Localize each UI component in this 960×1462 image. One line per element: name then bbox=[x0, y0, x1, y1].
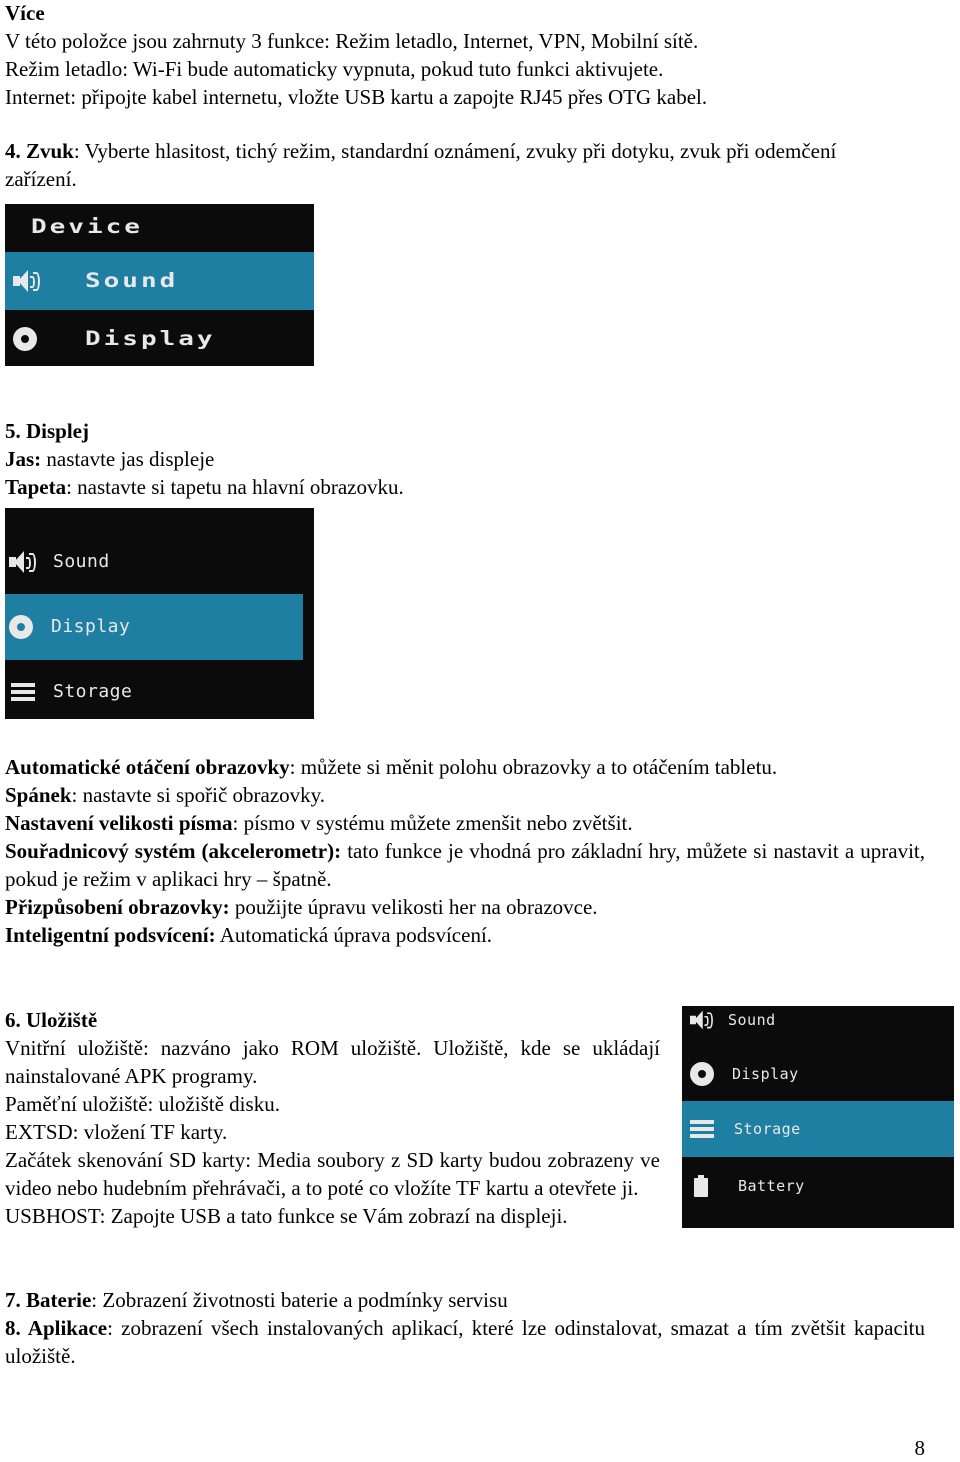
heading-more: Více bbox=[5, 1, 45, 25]
section-display bbox=[5, 417, 925, 501]
menu-item-display[interactable] bbox=[5, 312, 314, 366]
menu-header bbox=[5, 204, 314, 250]
device-menu-screenshot-1 bbox=[5, 204, 314, 366]
section-more bbox=[5, 0, 925, 111]
menu-item-label: Sound bbox=[728, 1011, 776, 1029]
wallpaper-text: : nastavte si tapetu na hlavní obrazovku. bbox=[66, 475, 404, 499]
more-line-2: Režim letadlo: Wi-Fi bude automaticky vypnuta, pokud tuto funkci aktivujete. bbox=[5, 57, 664, 81]
page-number: 8 bbox=[914, 1436, 925, 1460]
storage-memory: Paměťní uložiště: uložiště disku. bbox=[5, 1092, 280, 1116]
menu-item-sound[interactable] bbox=[5, 252, 314, 310]
wallpaper-term: Tapeta bbox=[5, 475, 67, 499]
brightness-term: Jas: bbox=[5, 447, 42, 471]
rotate-text: : můžete si měnit polohu obrazovky a to otáčením tabletu. bbox=[289, 755, 778, 779]
font-size-term: Nastavení velikosti písma bbox=[5, 811, 233, 835]
storage-scan: Začátek skenování SD karty: Media soubory z SD karty budou zobrazeny ve video nebo hudebním přehrávači, a to poté co vložíte TF kartu a otevřete ji. bbox=[5, 1148, 660, 1200]
menu-item-battery[interactable] bbox=[682, 1158, 954, 1214]
heading-storage: 6. Uložiště bbox=[5, 1008, 98, 1032]
battery-text: : Zobrazení životnosti baterie a podmínky servisu bbox=[91, 1288, 508, 1312]
rotate-term: Automatické otáčení obrazovky bbox=[5, 755, 290, 779]
menu-item-sound[interactable] bbox=[682, 1006, 954, 1034]
menu-item-label: Storage bbox=[734, 1120, 801, 1138]
menu-item-label: Sound bbox=[53, 551, 110, 572]
device-menu-screenshot-3 bbox=[682, 1006, 954, 1228]
coordinate-text: tato funkce je vhodná pro základní hry, můžete si nastavit a upravit, pokud je režim v aplikaci hry – špatně. bbox=[5, 839, 925, 891]
menu-item-display[interactable] bbox=[682, 1046, 954, 1102]
storage-usbhost: USBHOST: Zapojte USB a tato funkce se Vám zobrazí na displeji. bbox=[5, 1204, 568, 1228]
heading-apps: 8. Aplikace bbox=[5, 1316, 108, 1340]
brightness-icon bbox=[690, 1062, 728, 1086]
screen-fit-text: použijte úpravu velikosti her na obrazovce. bbox=[229, 895, 598, 919]
font-size-text: : písmo v systému můžete zmenšit nebo zvětšit. bbox=[232, 811, 633, 835]
section-sound bbox=[5, 137, 885, 193]
apps-text: : zobrazení všech instalovaných aplikací, které lze odinstalovat, smazat a tím zvětšit kapacitu uložiště. bbox=[5, 1316, 925, 1368]
speaker-icon bbox=[13, 270, 63, 292]
menu-item-sound[interactable] bbox=[5, 536, 314, 588]
speaker-icon bbox=[9, 551, 49, 573]
device-menu-screenshot-2 bbox=[5, 508, 314, 719]
brightness-icon bbox=[13, 327, 59, 351]
speaker-icon bbox=[690, 1011, 721, 1030]
display-options bbox=[5, 753, 925, 949]
more-line-1: V této položce jsou zahrnuty 3 funkce: Režim letadlo, Internet, VPN, Mobilní sítě. bbox=[5, 29, 699, 53]
menu-item-label: Display bbox=[732, 1065, 799, 1083]
menu-header-label: Device bbox=[31, 215, 143, 239]
menu-item-label: Display bbox=[51, 616, 131, 637]
backlight-text: Automatická úprava podsvícení. bbox=[215, 923, 493, 947]
heading-display: 5. Displej bbox=[5, 419, 89, 443]
heading-sound: 4. Zvuk bbox=[5, 139, 74, 163]
menu-item-label: Display bbox=[85, 327, 216, 351]
brightness-text: nastavte jas displeje bbox=[41, 447, 215, 471]
menu-item-label: Storage bbox=[53, 681, 133, 702]
section-battery-apps bbox=[5, 1286, 925, 1370]
sound-text: : Vyberte hlasitost, tichý režim, standardní oznámení, zvuky při dotyku, zvuk při odemčení zařízení. bbox=[5, 139, 837, 191]
more-line-3: Internet: připojte kabel internetu, vložte USB kartu a zapojte RJ45 přes OTG kabel. bbox=[5, 85, 708, 109]
storage-list-icon bbox=[11, 682, 49, 702]
sleep-text: : nastavte si spořič obrazovky. bbox=[71, 783, 326, 807]
storage-list-icon bbox=[690, 1119, 728, 1139]
menu-item-label: Battery bbox=[738, 1177, 805, 1195]
menu-item-storage[interactable] bbox=[682, 1101, 954, 1157]
menu-item-display[interactable] bbox=[5, 594, 303, 660]
menu-item-label: Sound bbox=[85, 269, 179, 293]
battery-icon bbox=[694, 1175, 734, 1197]
menu-item-storage[interactable] bbox=[5, 666, 314, 718]
coordinate-term: Souřadnicový systém (akcelerometr): bbox=[5, 839, 342, 863]
storage-internal: Vnitřní uložiště: nazváno jako ROM uložiště. Uložiště, kde se ukládají nainstalované APK programy. bbox=[5, 1036, 660, 1088]
backlight-term: Inteligentní podsvícení: bbox=[5, 923, 216, 947]
section-storage bbox=[5, 1006, 660, 1230]
brightness-icon bbox=[9, 615, 49, 639]
heading-battery: 7. Baterie bbox=[5, 1288, 92, 1312]
sleep-term: Spánek bbox=[5, 783, 72, 807]
screen-fit-term: Přizpůsobení obrazovky: bbox=[5, 895, 230, 919]
storage-extsd: EXTSD: vložení TF karty. bbox=[5, 1120, 228, 1144]
